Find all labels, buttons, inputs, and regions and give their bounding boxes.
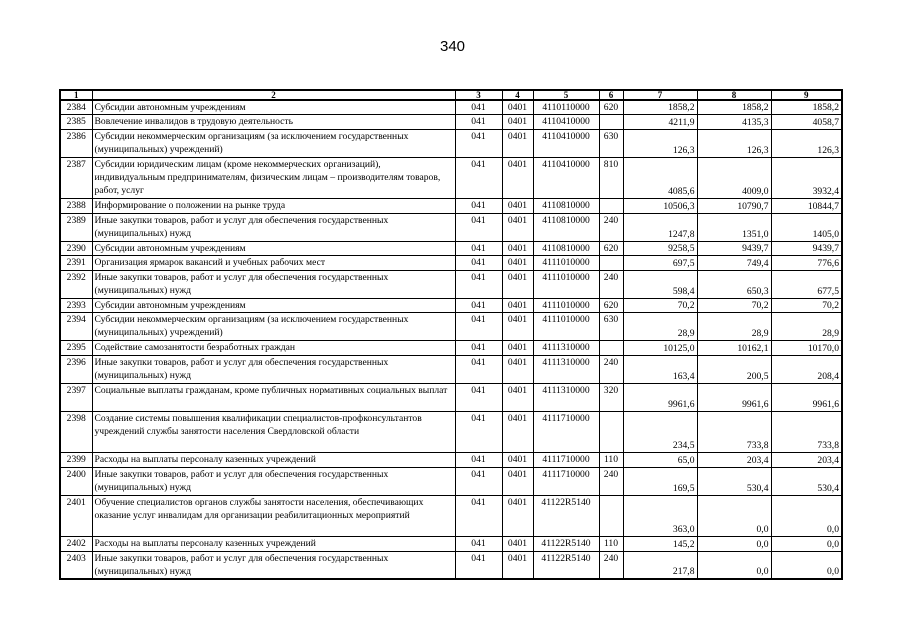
code-5: 4110410000 xyxy=(533,115,599,130)
value-9: 203,4 xyxy=(771,453,842,468)
table-row xyxy=(60,157,842,199)
code-6: 240 xyxy=(599,467,623,495)
value-8: 1351,0 xyxy=(697,213,771,241)
code-3: 041 xyxy=(455,256,502,271)
code-5: 41122R5140 xyxy=(533,537,599,552)
table-row xyxy=(60,115,842,130)
row-number: 2401 xyxy=(60,495,92,537)
table-row xyxy=(60,341,842,356)
table-row xyxy=(60,241,842,256)
value-9: 3932,4 xyxy=(771,157,842,199)
row-number: 2393 xyxy=(60,298,92,313)
row-name: Иные закупки товаров, работ и услуг для обеспечения государственных (муниципальных) нужд xyxy=(92,551,455,579)
table-row xyxy=(60,537,842,552)
code-6: 620 xyxy=(599,241,623,256)
column-header: 9 xyxy=(771,90,842,100)
row-number: 2391 xyxy=(60,256,92,271)
code-6: 240 xyxy=(599,355,623,383)
value-8: 10162,1 xyxy=(697,341,771,356)
code-3: 041 xyxy=(455,537,502,552)
column-header: 8 xyxy=(697,90,771,100)
row-name: Субсидии некоммерческим организациям (за исключением государственных (муниципальных) учреждений) xyxy=(92,129,455,157)
value-7: 145,2 xyxy=(623,537,697,552)
code-3: 041 xyxy=(455,157,502,199)
value-9: 9439,7 xyxy=(771,241,842,256)
row-number: 2390 xyxy=(60,241,92,256)
table-row xyxy=(60,453,842,468)
value-7: 598,4 xyxy=(623,270,697,298)
row-number: 2385 xyxy=(60,115,92,130)
code-6: 110 xyxy=(599,453,623,468)
row-name: Расходы на выплаты персоналу казенных учреждений xyxy=(92,453,455,468)
code-3: 041 xyxy=(455,298,502,313)
value-7: 1858,2 xyxy=(623,100,697,115)
value-8: 203,4 xyxy=(697,453,771,468)
row-number: 2403 xyxy=(60,551,92,579)
code-6: 810 xyxy=(599,157,623,199)
code-4: 0401 xyxy=(502,157,533,199)
page-number: 340 xyxy=(439,38,466,55)
code-3: 041 xyxy=(455,453,502,468)
table-row xyxy=(60,213,842,241)
code-4: 0401 xyxy=(502,495,533,537)
row-name: Субсидии автономным учреждениям xyxy=(92,100,455,115)
row-name: Иные закупки товаров, работ и услуг для обеспечения государственных (муниципальных) нужд xyxy=(92,467,455,495)
code-5: 4110410000 xyxy=(533,157,599,199)
value-7: 363,0 xyxy=(623,495,697,537)
row-name: Субсидии некоммерческим организациям (за исключением государственных (муниципальных) учреждений) xyxy=(92,313,455,341)
row-name: Организация ярмарок вакансий и учебных рабочих мест xyxy=(92,256,455,271)
code-4: 0401 xyxy=(502,537,533,552)
value-8: 530,4 xyxy=(697,467,771,495)
code-6 xyxy=(599,495,623,537)
value-8: 28,9 xyxy=(697,313,771,341)
value-7: 10506,3 xyxy=(623,199,697,214)
value-7: 10125,0 xyxy=(623,341,697,356)
column-header: 6 xyxy=(599,90,623,100)
table-row xyxy=(60,411,842,453)
code-4: 0401 xyxy=(502,551,533,579)
code-6: 240 xyxy=(599,213,623,241)
column-header: 4 xyxy=(502,90,533,100)
code-6 xyxy=(599,411,623,453)
table-header-row xyxy=(60,90,842,100)
table-row xyxy=(60,199,842,214)
code-6 xyxy=(599,115,623,130)
value-7: 169,5 xyxy=(623,467,697,495)
value-9: 4058,7 xyxy=(771,115,842,130)
value-8: 1858,2 xyxy=(697,100,771,115)
row-name: Иные закупки товаров, работ и услуг для обеспечения государственных (муниципальных) нужд xyxy=(92,270,455,298)
code-6: 630 xyxy=(599,129,623,157)
value-9: 0,0 xyxy=(771,551,842,579)
row-number: 2392 xyxy=(60,270,92,298)
row-name: Иные закупки товаров, работ и услуг для обеспечения государственных (муниципальных) нужд xyxy=(92,213,455,241)
table-row xyxy=(60,129,842,157)
table-row xyxy=(60,313,842,341)
value-9: 530,4 xyxy=(771,467,842,495)
code-6: 110 xyxy=(599,537,623,552)
code-4: 0401 xyxy=(502,256,533,271)
code-5: 4110810000 xyxy=(533,199,599,214)
row-number: 2396 xyxy=(60,355,92,383)
code-6: 240 xyxy=(599,551,623,579)
code-4: 0401 xyxy=(502,199,533,214)
value-8: 0,0 xyxy=(697,551,771,579)
code-6 xyxy=(599,199,623,214)
column-header: 1 xyxy=(60,90,92,100)
value-8: 200,5 xyxy=(697,355,771,383)
column-header: 5 xyxy=(533,90,599,100)
value-9: 1858,2 xyxy=(771,100,842,115)
table-row xyxy=(60,256,842,271)
code-5: 41122R5140 xyxy=(533,551,599,579)
code-3: 041 xyxy=(455,467,502,495)
value-7: 9961,6 xyxy=(623,383,697,411)
row-number: 2394 xyxy=(60,313,92,341)
row-name: Обучение специалистов органов службы занятости населения, обеспечивающих оказание услуг инвалидам для организации реабилитационных мероприятий xyxy=(92,495,455,537)
value-9: 28,9 xyxy=(771,313,842,341)
value-8: 733,8 xyxy=(697,411,771,453)
row-name: Содействие самозанятости безработных граждан xyxy=(92,341,455,356)
value-7: 126,3 xyxy=(623,129,697,157)
row-number: 2389 xyxy=(60,213,92,241)
code-5: 4111310000 xyxy=(533,341,599,356)
value-9: 126,3 xyxy=(771,129,842,157)
value-8: 4009,0 xyxy=(697,157,771,199)
row-number: 2402 xyxy=(60,537,92,552)
code-3: 041 xyxy=(455,355,502,383)
value-8: 10790,7 xyxy=(697,199,771,214)
code-5: 4111310000 xyxy=(533,383,599,411)
code-4: 0401 xyxy=(502,270,533,298)
row-number: 2400 xyxy=(60,467,92,495)
table-row xyxy=(60,298,842,313)
code-4: 0401 xyxy=(502,129,533,157)
code-6: 240 xyxy=(599,270,623,298)
table-row xyxy=(60,495,842,537)
value-8: 126,3 xyxy=(697,129,771,157)
value-9: 776,6 xyxy=(771,256,842,271)
value-7: 697,5 xyxy=(623,256,697,271)
code-3: 041 xyxy=(455,115,502,130)
code-5: 4111010000 xyxy=(533,256,599,271)
code-3: 041 xyxy=(455,313,502,341)
code-4: 0401 xyxy=(502,411,533,453)
code-6: 630 xyxy=(599,313,623,341)
row-name: Расходы на выплаты персоналу казенных учреждений xyxy=(92,537,455,552)
table-row xyxy=(60,100,842,115)
code-3: 041 xyxy=(455,199,502,214)
value-7: 163,4 xyxy=(623,355,697,383)
code-4: 0401 xyxy=(502,213,533,241)
value-9: 1405,0 xyxy=(771,213,842,241)
value-8: 9439,7 xyxy=(697,241,771,256)
value-9: 677,5 xyxy=(771,270,842,298)
code-4: 0401 xyxy=(502,355,533,383)
code-6: 620 xyxy=(599,100,623,115)
row-name: Социальные выплаты гражданам, кроме публичных нормативных социальных выплат xyxy=(92,383,455,411)
code-5: 4110810000 xyxy=(533,213,599,241)
code-4: 0401 xyxy=(502,313,533,341)
code-3: 041 xyxy=(455,129,502,157)
code-3: 041 xyxy=(455,383,502,411)
row-number: 2399 xyxy=(60,453,92,468)
row-number: 2387 xyxy=(60,157,92,199)
code-6 xyxy=(599,341,623,356)
value-8: 749,4 xyxy=(697,256,771,271)
code-4: 0401 xyxy=(502,298,533,313)
value-9: 9961,6 xyxy=(771,383,842,411)
code-4: 0401 xyxy=(502,341,533,356)
table-row xyxy=(60,270,842,298)
code-5: 4110410000 xyxy=(533,129,599,157)
value-7: 65,0 xyxy=(623,453,697,468)
value-9: 0,0 xyxy=(771,537,842,552)
value-8: 0,0 xyxy=(697,495,771,537)
code-3: 041 xyxy=(455,270,502,298)
value-9: 208,4 xyxy=(771,355,842,383)
table-row xyxy=(60,551,842,579)
code-6: 320 xyxy=(599,383,623,411)
code-4: 0401 xyxy=(502,467,533,495)
value-7: 4085,6 xyxy=(623,157,697,199)
value-7: 28,9 xyxy=(623,313,697,341)
row-name: Субсидии юридическим лицам (кроме некоммерческих организаций), индивидуальным предпринимателям, физическим лицам – производителям товаров, работ, услуг xyxy=(92,157,455,199)
value-7: 4211,9 xyxy=(623,115,697,130)
code-3: 041 xyxy=(455,100,502,115)
code-3: 041 xyxy=(455,551,502,579)
value-8: 70,2 xyxy=(697,298,771,313)
row-name: Субсидии автономным учреждениям xyxy=(92,241,455,256)
row-name: Иные закупки товаров, работ и услуг для обеспечения государственных (муниципальных) нужд xyxy=(92,355,455,383)
code-5: 4110810000 xyxy=(533,241,599,256)
code-4: 0401 xyxy=(502,241,533,256)
value-7: 217,8 xyxy=(623,551,697,579)
code-4: 0401 xyxy=(502,383,533,411)
code-5: 4111710000 xyxy=(533,467,599,495)
code-5: 4111010000 xyxy=(533,270,599,298)
code-4: 0401 xyxy=(502,115,533,130)
code-5: 4110110000 xyxy=(533,100,599,115)
row-number: 2386 xyxy=(60,129,92,157)
code-3: 041 xyxy=(455,241,502,256)
row-number: 2398 xyxy=(60,411,92,453)
code-3: 041 xyxy=(455,411,502,453)
value-7: 70,2 xyxy=(623,298,697,313)
column-header: 7 xyxy=(623,90,697,100)
column-header: 3 xyxy=(455,90,502,100)
value-9: 10170,0 xyxy=(771,341,842,356)
budget-table xyxy=(59,89,843,580)
code-4: 0401 xyxy=(502,453,533,468)
row-name: Вовлечение инвалидов в трудовую деятельность xyxy=(92,115,455,130)
row-name: Субсидии автономным учреждениям xyxy=(92,298,455,313)
code-5: 4111010000 xyxy=(533,298,599,313)
row-name: Создание системы повышения квалификации специалистов-профконсультантов учреждений службы занятости населения Свердловской области xyxy=(92,411,455,453)
code-5: 4111710000 xyxy=(533,453,599,468)
value-8: 9961,6 xyxy=(697,383,771,411)
column-header: 2 xyxy=(92,90,455,100)
value-8: 0,0 xyxy=(697,537,771,552)
table-row xyxy=(60,355,842,383)
code-5: 4111010000 xyxy=(533,313,599,341)
value-7: 9258,5 xyxy=(623,241,697,256)
code-6 xyxy=(599,256,623,271)
row-name: Информирование о положении на рынке труда xyxy=(92,199,455,214)
value-9: 70,2 xyxy=(771,298,842,313)
value-9: 733,8 xyxy=(771,411,842,453)
code-5: 4111310000 xyxy=(533,355,599,383)
row-number: 2397 xyxy=(60,383,92,411)
table-row xyxy=(60,467,842,495)
code-3: 041 xyxy=(455,341,502,356)
code-3: 041 xyxy=(455,495,502,537)
row-number: 2395 xyxy=(60,341,92,356)
row-number: 2388 xyxy=(60,199,92,214)
code-6: 620 xyxy=(599,298,623,313)
value-8: 650,3 xyxy=(697,270,771,298)
table-row xyxy=(60,383,842,411)
code-4: 0401 xyxy=(502,100,533,115)
value-9: 0,0 xyxy=(771,495,842,537)
value-9: 10844,7 xyxy=(771,199,842,214)
value-7: 1247,8 xyxy=(623,213,697,241)
code-3: 041 xyxy=(455,213,502,241)
value-7: 234,5 xyxy=(623,411,697,453)
code-5: 4111710000 xyxy=(533,411,599,453)
value-8: 4135,3 xyxy=(697,115,771,130)
code-5: 41122R5140 xyxy=(533,495,599,537)
row-number: 2384 xyxy=(60,100,92,115)
